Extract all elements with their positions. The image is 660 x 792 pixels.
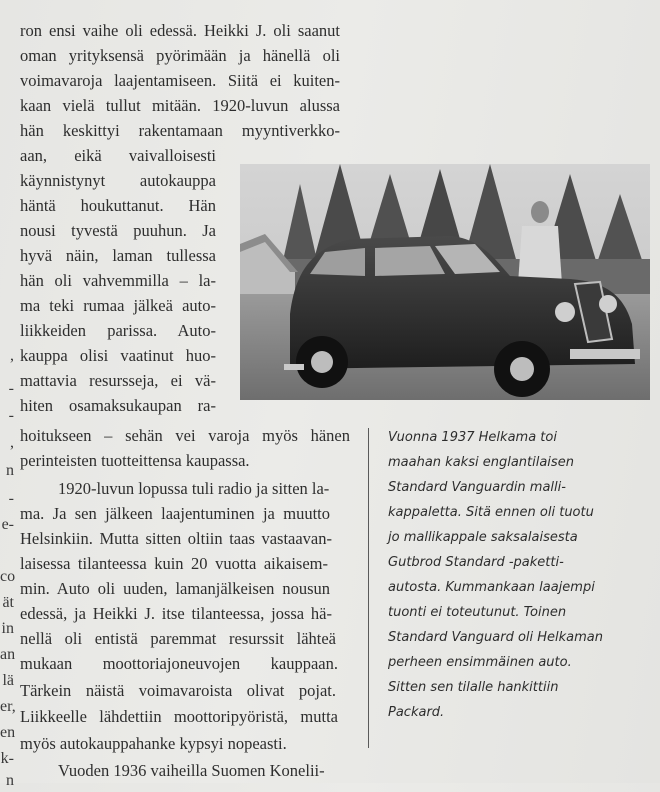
margin-fragment: , [10, 347, 14, 364]
caption-line: maahan kaksi englantilaisen [388, 455, 574, 470]
body-line: häntä houkuttanut. Hän [20, 196, 216, 215]
caption-line: jo mallikappale saksalaisesta [388, 530, 578, 545]
margin-fragment: , [10, 434, 14, 451]
caption-line: autosta. Kummankaan laajempi [388, 580, 595, 595]
caption-line: Sitten sen tilalle hankittiin [388, 680, 559, 695]
margin-fragment: n [6, 772, 14, 789]
caption-line: Standard Vanguardin malli- [388, 480, 566, 495]
margin-fragment: er, [0, 698, 16, 715]
body-line: ron ensi vaihe oli edessä. Heikki J. oli saanut [20, 21, 340, 40]
margin-fragment: co [0, 568, 16, 585]
margin-fragment: en [0, 724, 16, 741]
body-line: edessä, ja Heikki J. itse tilanteessa, jossa hä- [20, 604, 332, 623]
body-line: kauppa olisi vaatinut huo- [20, 346, 216, 365]
caption-line: kappaletta. Sitä ennen oli tuotu [388, 505, 594, 520]
caption-divider [368, 428, 369, 748]
margin-fragment: n [6, 462, 14, 479]
body-line: hän oli vahvemmilla – la- [20, 271, 216, 290]
body-line: käynnistynyt autokauppa [20, 171, 216, 190]
body-line: hyvä näin, laman tullessa [20, 246, 216, 265]
body-line: Liikkeelle lähdettiin moottoripyöristä, mutta [20, 707, 338, 726]
margin-fragment: - [8, 490, 14, 507]
caption-line: Vuonna 1937 Helkama toi [388, 430, 557, 445]
caption-line: perheen ensimmäinen auto. [388, 655, 572, 670]
caption-line: Gutbrod Standard -paketti- [388, 555, 564, 570]
body-line: liikkeiden parissa. Auto- [20, 321, 216, 340]
margin-fragment: ät [2, 594, 14, 611]
margin-fragment: e- [1, 516, 14, 533]
body-line: nousi tyvestä puuhun. Ja [20, 221, 216, 240]
body-line: oman yrityksensä pyörimään ja hänellä oli [20, 46, 340, 65]
body-line: mattavia resursseja, ei vä- [20, 371, 216, 390]
body-line: Tärkein näistä voimavaroista olivat pojat. [20, 681, 336, 700]
caption-line: Packard. [388, 705, 445, 720]
body-line: mukaan moottoriajoneuvojen kauppaan. [20, 654, 338, 673]
margin-fragment: lä [2, 672, 14, 689]
car-photo-illustration [240, 164, 650, 400]
body-line: ma. Ja sen jälkeen laajentuminen ja muutto [20, 504, 330, 523]
car-photo [240, 164, 650, 400]
margin-fragment: in [1, 620, 14, 637]
margin-fragment: k- [0, 750, 14, 767]
body-line: perinteisten tuotteittensa kaupassa. [20, 451, 250, 470]
body-line: Vuoden 1936 vaiheilla Suomen Konelii- [58, 761, 325, 780]
margin-fragment: - [8, 380, 14, 397]
caption-line: Standard Vanguard oli Helkaman [388, 630, 604, 645]
body-line: hän keskittyi rakentamaan myyntiverkko- [20, 121, 340, 140]
margin-fragment: an [0, 646, 16, 663]
body-line: kaan vielä tullut mitään. 1920-luvun alussa [20, 96, 340, 115]
body-line: hoitukseen – sehän vei varoja myös hänen [20, 426, 350, 445]
body-line: laisessa tilanteessa kuin 20 vuotta aikaisem- [20, 554, 328, 573]
body-line: aan, eikä vaivalloisesti [20, 146, 216, 165]
body-line: min. Auto oli uuden, lamanjälkeisen nousun [20, 579, 330, 598]
body-line: nellä oli entistä paremmat resurssit lähteä [20, 629, 336, 648]
body-line: myös autokauppahanke kypsyi nopeasti. [20, 734, 287, 753]
body-line: voimavaroja laajentamiseen. Siitä ei kuiten- [20, 71, 340, 90]
body-line: Helsinkiin. Mutta sitten oltiin taas vastaavan- [20, 529, 332, 548]
caption-line: tuonti ei toteutunut. Toinen [388, 605, 567, 620]
body-line: hiten osamaksukaupan ra- [20, 396, 216, 415]
body-line: ma teki rumaa jälkeä auto- [20, 296, 216, 315]
body-line: 1920-luvun lopussa tuli radio ja sitten la- [58, 479, 330, 498]
margin-fragment: - [8, 407, 14, 424]
